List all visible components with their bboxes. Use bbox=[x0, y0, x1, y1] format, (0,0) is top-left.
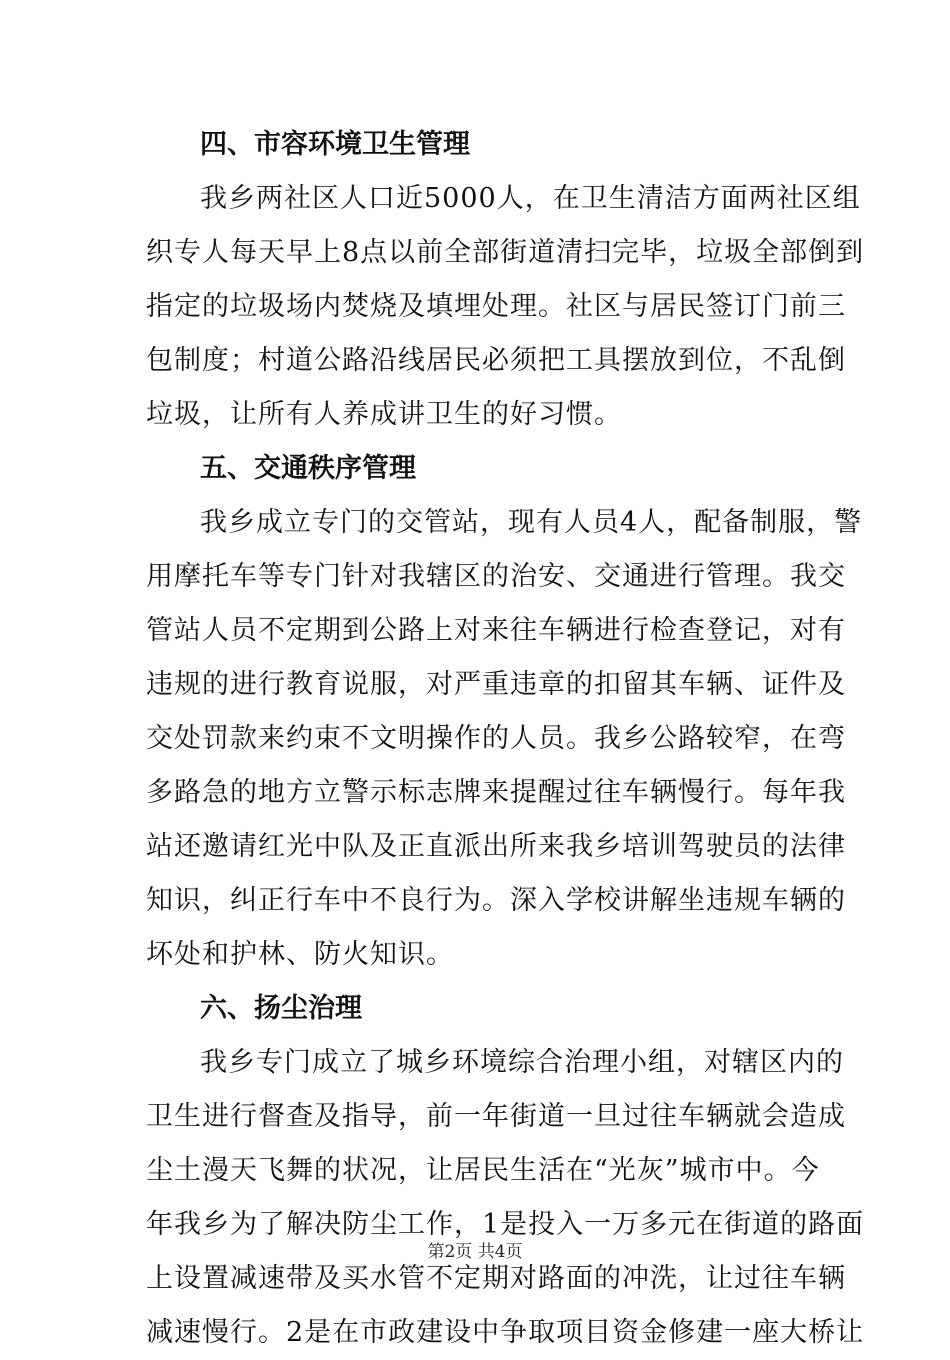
paragraph-line: 坏处和护林、防火知识。 bbox=[146, 939, 454, 970]
paragraph-line: 交处罚款来约束不文明操作的人员。我乡公路较窄，在弯 bbox=[146, 723, 846, 754]
paragraph-line: 站还邀请红光中队及正直派出所来我乡培训驾驶员的法律 bbox=[146, 831, 846, 862]
paragraph-line: 指定的垃圾场内焚烧及填埋处理。社区与居民签订门前三 bbox=[146, 291, 846, 322]
paragraph-line: 多路急的地方立警示标志牌来提醒过往车辆慢行。每年我 bbox=[146, 777, 846, 808]
section-heading-traffic: 五、交通秩序管理 bbox=[200, 453, 416, 484]
paragraph-line: 尘土漫天飞舞的状况，让居民生活在“光灰”城市中。今 bbox=[146, 1155, 820, 1186]
section-heading-dust-control: 六、扬尘治理 bbox=[200, 993, 362, 1024]
paragraph-line: 我乡两社区人口近5000人，在卫生清洁方面两社区组 bbox=[200, 183, 861, 214]
paragraph-line: 年我乡为了解决防尘工作，1是投入一万多元在街道的路面 bbox=[146, 1209, 865, 1240]
page-number-footer: 第2页 共4页 bbox=[427, 1242, 523, 1262]
paragraph-line: 我乡成立专门的交管站，现有人员4人，配备制服，警 bbox=[200, 507, 863, 538]
paragraph-line: 知识，纠正行车中不良行为。深入学校讲解坐违规车辆的 bbox=[146, 885, 846, 916]
document-body bbox=[146, 118, 865, 1360]
section-heading-sanitation: 四、市容环境卫生管理 bbox=[200, 129, 470, 160]
paragraph-line: 织专人每天早上8点以前全部街道清扫完毕，垃圾全部倒到 bbox=[146, 237, 865, 268]
paragraph-line: 减速慢行。2是在市政建设中争取项目资金修建一座大桥让 bbox=[146, 1317, 865, 1348]
paragraph-line: 用摩托车等专门针对我辖区的治安、交通进行管理。我交 bbox=[146, 561, 846, 592]
paragraph-line: 违规的进行教育说服，对严重违章的扣留其车辆、证件及 bbox=[146, 669, 846, 700]
paragraph-line: 上设置减速带及买水管不定期对路面的冲洗，让过往车辆 bbox=[146, 1263, 846, 1294]
paragraph-line: 卫生进行督查及指导，前一年街道一旦过往车辆就会造成 bbox=[146, 1101, 846, 1132]
paragraph-line: 我乡专门成立了城乡环境综合治理小组，对辖区内的 bbox=[200, 1047, 844, 1078]
paragraph-line: 垃圾，让所有人养成讲卫生的好习惯。 bbox=[146, 399, 622, 430]
paragraph-line: 包制度；村道公路沿线居民必须把工具摆放到位，不乱倒 bbox=[146, 345, 846, 376]
paragraph-line: 管站人员不定期到公路上对来往车辆进行检查登记，对有 bbox=[146, 615, 846, 646]
